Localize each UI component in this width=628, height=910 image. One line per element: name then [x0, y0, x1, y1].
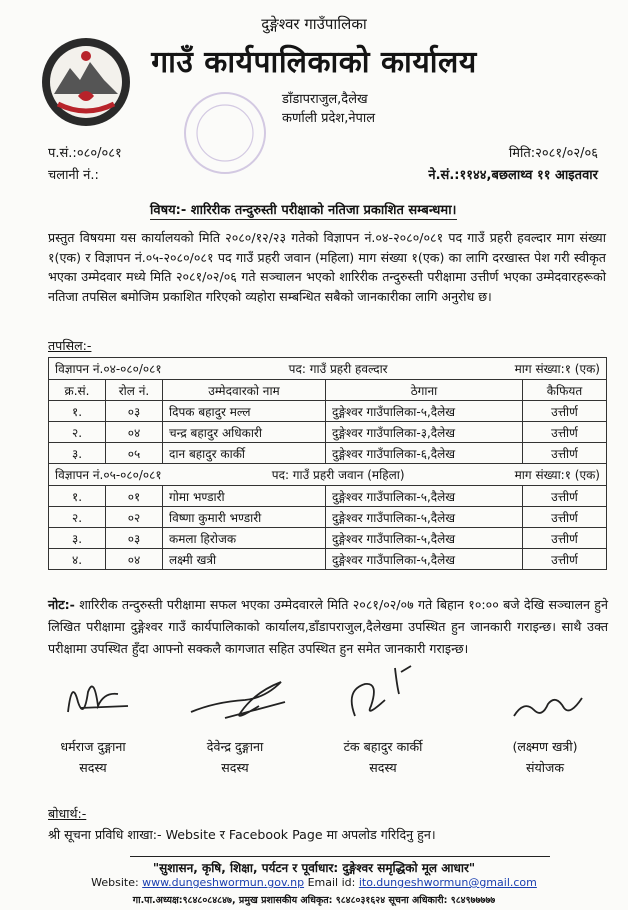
cell-roll: ०१ [106, 486, 163, 507]
advert-post: पद: गाउँ प्रहरी जवान (महिला) [271, 468, 405, 482]
signatory-role: सदस्य [221, 760, 249, 775]
dispatch-number: चलानी नं.: [48, 168, 99, 183]
table-row [49, 549, 607, 570]
cell-sn: २. [49, 507, 106, 528]
letter-date: मिति:२०८१/०२/०६ [508, 146, 598, 161]
nepal-sambat-date: ने.सं.:११४४,बछलाथ्व ११ आइतवार [428, 168, 598, 183]
signatory-role: सदस्य [79, 760, 107, 775]
reference-right [428, 143, 598, 187]
cell-name: दान बहादुर कार्की [163, 443, 326, 464]
cell-name: गोमा भण्डारी [163, 486, 326, 507]
reference-left [48, 143, 122, 187]
cell-address: दुङ्गेश्वर गाउँपालिका-५,दैलेख [326, 549, 523, 570]
note-prefix: नोट:- [48, 597, 75, 612]
office-stamp [180, 88, 270, 178]
advert-number: विज्ञापन नं.०५-०८०/०८१ [55, 468, 162, 482]
email-link[interactable]: ito.dungeshwormun@gmail.com [358, 876, 537, 889]
table-row [49, 528, 607, 549]
column-header: रोल नं. [106, 380, 163, 401]
advert-header-row [49, 464, 607, 486]
website-link[interactable]: www.dungeshwormun.gov.np [142, 876, 305, 889]
cell-remark: उत्तीर्ण [523, 507, 607, 528]
cell-remark: उत्तीर्ण [523, 528, 607, 549]
cell-sn: ३. [49, 443, 106, 464]
subject-prefix: विषय:- [150, 203, 187, 218]
cell-name: लक्ष्मी खत्री [163, 549, 326, 570]
cell-remark: उत्तीर्ण [523, 549, 607, 570]
cell-roll: ०३ [106, 401, 163, 422]
bodharth-text: श्री सूचना प्रविधि शाखा:- Website र Facebook Page मा अपलोड गरिदिनु हुन। [48, 827, 436, 842]
body-paragraph: प्रस्तुत विषयमा यस कार्यालयको मिति २०८०/१२/२३ गतेको विज्ञापन नं.०४-२०८०/०८१ पद गाउँ प्रहरी हवल्दार माग संख्या १(एक) र विज्ञापन नं.०५-२०८०/०८१ पद गाउँ प्रहरी जवान (महिला) माग संख्या १(एक) का लागि दरखास्त पेश गरी स्वीकृत भएका उम्मेदवार मध्ये मिति २०८१/०२/०६ गते सञ्चालन भएको शारिरीक तन्दुरुस्ती परीक्षामा उत्तीर्ण भएका उम्मेदवारहरूको नतिजा तपसिल बमोजिम प्रकाशित गरिएको व्यहोरा सम्बन्धित सबैको जानकारीका लागि अनुरोध छ। [48, 230, 606, 304]
address-line-2: कर्णाली प्रदेश,नेपाल [282, 111, 376, 126]
cell-address: दुङ्गेश्वर गाउँपालिका-५,दैलेख [326, 401, 523, 422]
cell-address: दुङ्गेश्वर गाउँपालिका-५,दैलेख [326, 528, 523, 549]
cell-name: चन्द्र बहादुर अधिकारी [163, 422, 326, 443]
cell-roll: ०५ [106, 443, 163, 464]
cell-remark: उत्तीर्ण [523, 422, 607, 443]
cell-sn: १. [49, 401, 106, 422]
signatory-role: सदस्य [369, 760, 397, 775]
municipality-name: दुङ्गेश्वर गाउँपालिका [261, 15, 367, 33]
signature-2 [185, 672, 295, 722]
website-label: Website: [91, 876, 139, 889]
advert-post: पद: गाउँ प्रहरी हवल्दार [288, 362, 388, 376]
footer-slogan: "सुशासन, कृषि, शिक्षा, पर्यटन र पूर्वाधार: दुङ्गेश्वर समृद्धिको मूल आधार" [152, 861, 476, 875]
advert-demand: माग संख्या:१ (एक) [514, 362, 600, 376]
cell-address: दुङ्गेश्वर गाउँपालिका-६,दैलेख [326, 443, 523, 464]
cell-address: दुङ्गेश्वर गाउँपालिका-५,दैलेख [326, 486, 523, 507]
table-row [49, 422, 607, 443]
details-label: तपसिल:- [48, 338, 92, 353]
advert-number: विज्ञापन नं.०४-०८०/०८१ [55, 362, 162, 376]
cell-remark: उत्तीर्ण [523, 401, 607, 422]
table-row [49, 486, 607, 507]
cell-remark: उत्तीर्ण [523, 486, 607, 507]
column-header: ठेगाना [326, 380, 523, 401]
column-header: उम्मेदवारको नाम [163, 380, 326, 401]
signature-3 [335, 660, 435, 722]
cell-name: कमला हिरोजक [163, 528, 326, 549]
cell-remark: उत्तीर्ण [523, 443, 607, 464]
results-table [48, 357, 607, 570]
signatory-name: टंक बहादुर कार्की [343, 739, 423, 754]
cell-address: दुङ्गेश्वर गाउँपालिका-५,दैलेख [326, 507, 523, 528]
cell-name: दिपक बहादुर मल्ल [163, 401, 326, 422]
table-row [49, 443, 607, 464]
table-header-row [49, 380, 607, 401]
bodharth-label: बोधार्थ:- [48, 806, 87, 821]
cell-sn: ४. [49, 549, 106, 570]
column-header: क्र.सं. [49, 380, 106, 401]
signatory-role: संयोजक [525, 760, 565, 775]
note-text: शारिरीक तन्दुरुस्ती परीक्षामा सफल भएका उम्मेदवारले मिति २०८१/०२/०७ गते बिहान १०:०० बजे देखि सञ्चालन हुने लिखित परीक्षामा दुङ्गेश्वर गाउँ कार्यपालिकाको कार्यालय,डाँडापराजुल,दैलेखमा उपस्थित हुन जानकारी गराइन्छ। साथै उक्त परीक्षामा उपस्थित हुँदा आफ्नो सक्कलै कागजात सहित उपस्थित हुन समेत जानकारी गराइन्छ। [48, 597, 608, 656]
table-row [49, 401, 607, 422]
cell-roll: ०२ [106, 507, 163, 528]
cell-sn: ३. [49, 528, 106, 549]
subject-text: शारिरीक तन्दुरुस्ती परीक्षाको नतिजा प्रकाशित सम्बन्धमा। [190, 203, 457, 218]
office-address [282, 90, 375, 128]
cell-roll: ०४ [106, 549, 163, 570]
cell-roll: ०४ [106, 422, 163, 443]
advert-header-row [49, 358, 607, 380]
cell-name: विष्णा कुमारी भण्डारी [163, 507, 326, 528]
email-label: Email id: [307, 876, 356, 889]
subject-line [150, 200, 457, 220]
cell-sn: २. [49, 422, 106, 443]
advert-demand: माग संख्या:१ (एक) [514, 468, 600, 482]
cell-roll: ०३ [106, 528, 163, 549]
signature-4 [508, 690, 588, 722]
note-paragraph [48, 594, 608, 660]
cell-address: दुङ्गेश्वर गाउँपालिका-३,दैलेख [326, 422, 523, 443]
column-header: कैफियत [523, 380, 607, 401]
office-title: गाउँ कार्यपालिकाको कार्यालय [151, 45, 477, 80]
signatory-name: (लक्ष्मण खत्री) [512, 739, 578, 754]
address-line-1: डाँडापराजुल,दैलेख [282, 92, 368, 107]
footer-phones: गा.पा.अध्यक्ष:९८४८०८४८४७, प्रमुख प्रशासकीय अधिकृत: ९८४८०३१६२४ सूचना अधिकारी: ९८४९७७७७७ [132, 895, 496, 906]
footer-divider [130, 856, 550, 857]
signatory-name: देवेन्द्र दुङ्गाना [206, 739, 264, 754]
footer-contact [0, 876, 628, 889]
cell-sn: १. [49, 486, 106, 507]
letter-number: प.सं.:०८०/०८१ [48, 146, 122, 161]
signatory-name: धर्मराज दुङ्गाना [60, 739, 126, 754]
signature-1 [58, 672, 138, 722]
table-row [49, 507, 607, 528]
